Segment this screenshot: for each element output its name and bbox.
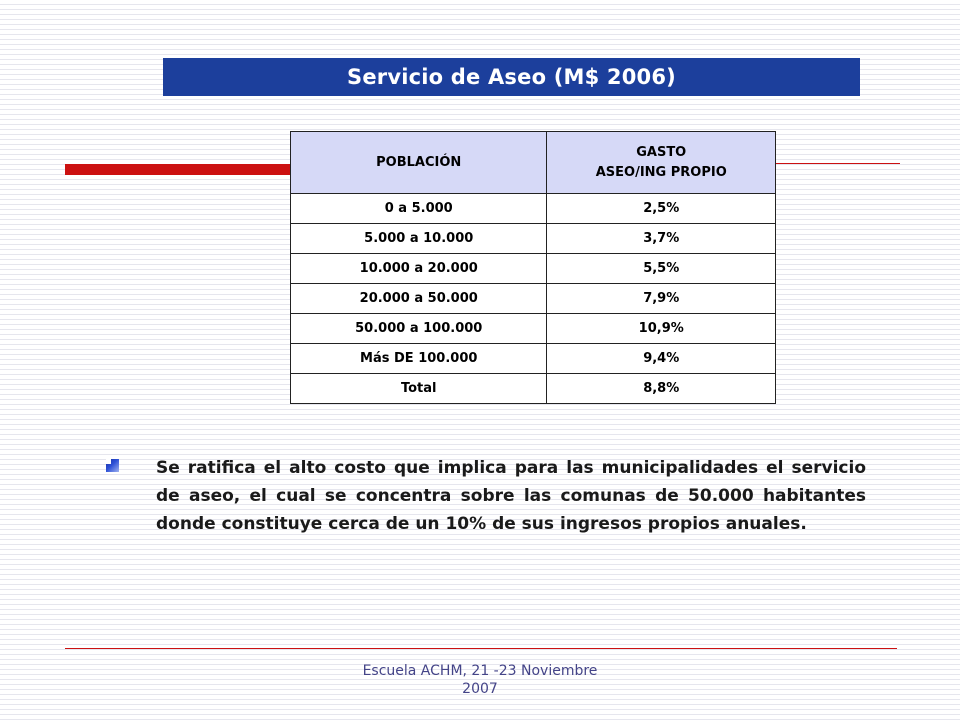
cell-poblacion: 0 a 5.000 bbox=[291, 194, 547, 224]
footer-text bbox=[330, 662, 630, 698]
slide-title: Servicio de Aseo (M$ 2006) bbox=[163, 58, 860, 96]
table-row bbox=[291, 224, 776, 254]
footer-line1: Escuela ACHM, 21 -23 Noviembre bbox=[362, 663, 598, 679]
cell-gasto: 3,7% bbox=[547, 224, 776, 254]
header-gasto bbox=[547, 132, 776, 194]
table-row-total bbox=[291, 374, 776, 404]
table-row bbox=[291, 254, 776, 284]
table-row bbox=[291, 194, 776, 224]
table-row bbox=[291, 314, 776, 344]
cell-gasto: 9,4% bbox=[547, 344, 776, 374]
cell-gasto: 5,5% bbox=[547, 254, 776, 284]
cell-poblacion: Más DE 100.000 bbox=[291, 344, 547, 374]
cell-poblacion: 50.000 a 100.000 bbox=[291, 314, 547, 344]
footer-line2: 2007 bbox=[462, 681, 498, 697]
square-bullet-icon bbox=[106, 459, 119, 472]
cell-gasto: 7,9% bbox=[547, 284, 776, 314]
cell-poblacion: 5.000 a 10.000 bbox=[291, 224, 547, 254]
table-row bbox=[291, 284, 776, 314]
bullet-paragraph: Se ratifica el alto costo que implica para las municipalidades el servicio de aseo, el cual se concentra sobre las comunas de 50.000 habitantes donde constituye cerca de un 10% de sus ingresos propios anuales. bbox=[156, 458, 866, 534]
header-gasto-line1: GASTO bbox=[636, 144, 687, 160]
decorative-red-bar bbox=[65, 164, 297, 175]
footer-divider bbox=[65, 648, 897, 649]
cell-gasto: 2,5% bbox=[547, 194, 776, 224]
expense-table bbox=[290, 131, 776, 404]
table-header-row bbox=[291, 132, 776, 194]
cell-total-label: Total bbox=[291, 374, 547, 404]
table-row bbox=[291, 344, 776, 374]
cell-poblacion: 10.000 a 20.000 bbox=[291, 254, 547, 284]
cell-total-value: 8,8% bbox=[547, 374, 776, 404]
header-gasto-line2: ASEO/ING PROPIO bbox=[595, 164, 727, 180]
header-poblacion: POBLACIÓN bbox=[291, 132, 547, 194]
cell-gasto: 10,9% bbox=[547, 314, 776, 344]
cell-poblacion: 20.000 a 50.000 bbox=[291, 284, 547, 314]
